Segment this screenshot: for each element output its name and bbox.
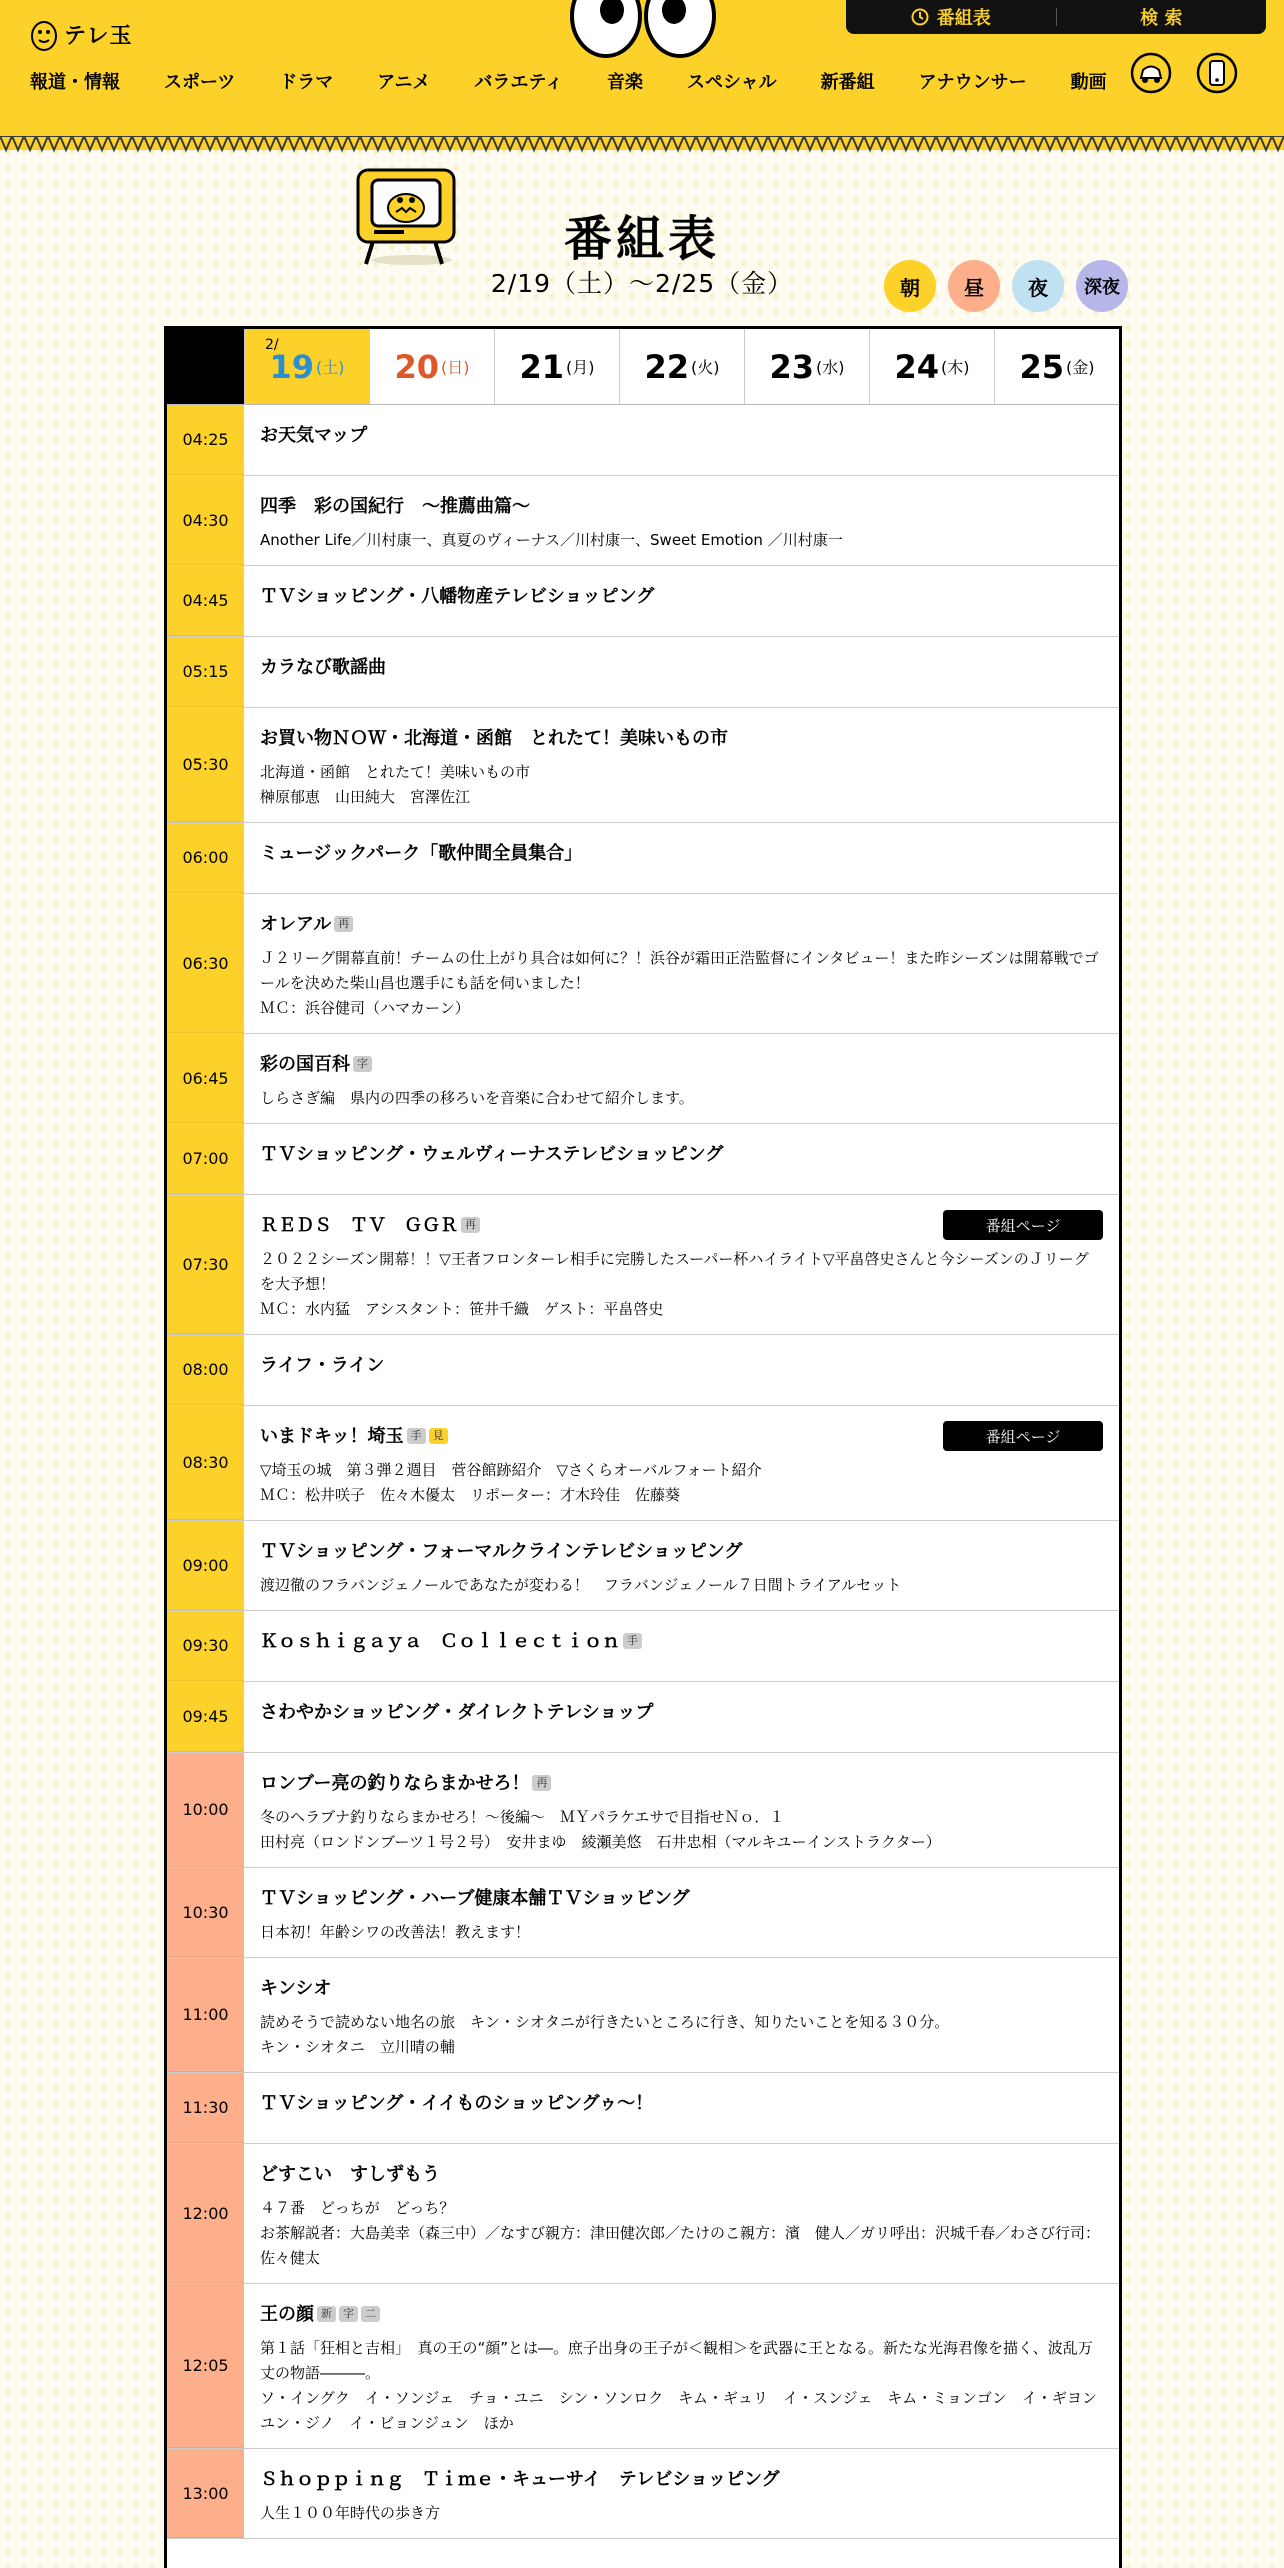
program-description: ４７番 どっちが どっち？ お茶解説者：大島美幸（森三中）／なすび親方：津田健次郎／たけのこ親方：濱 健人／ガリ呼出：沢城千春／わさび行司：佐々健太 [260, 2199, 1101, 2267]
day-tabs [167, 329, 1119, 405]
nav-item[interactable]: ドラマ [279, 72, 334, 93]
program-title[interactable] [260, 726, 1103, 752]
page-title: 番組表 [563, 211, 720, 267]
program-title[interactable] [260, 1539, 1103, 1565]
day-tab[interactable] [369, 329, 494, 404]
day-number: 21 [519, 347, 565, 386]
top-utility-bar [846, 0, 1266, 34]
program-body [244, 894, 1119, 1033]
main-nav [30, 66, 1107, 96]
program-badge: 手 [623, 1633, 642, 1649]
program-row[interactable] [167, 1335, 1119, 1406]
program-title[interactable] [260, 2302, 1103, 2328]
program-time: 06:30 [167, 894, 244, 1033]
program-time: 07:30 [167, 1195, 244, 1334]
program-time: 04:30 [167, 476, 244, 565]
program-title-text: いまドキッ！埼玉 [260, 1426, 404, 1447]
day-number: 23 [769, 347, 815, 386]
nav-item[interactable]: 動画 [1070, 72, 1107, 93]
program-title[interactable] [260, 1142, 1103, 1168]
program-description: 人生１００年時代の歩き方 [260, 2504, 441, 2522]
teletama-mobile-icon[interactable] [1196, 52, 1238, 94]
program-description: 読めそうで読めない地名の旅 キン・シオタニが行きたいところに行き、知りたいことを知る３０分。 キン・シオタニ 立川晴の輔 [260, 2013, 950, 2056]
program-description: 渡辺徹のフラバンジェノールであなたが変わる！ フラバンジェノール７日間トライアルセット [260, 1576, 902, 1594]
program-title-text: Ｋｏｓｈｉｇａｙａ Ｃｏｌｌｅｃｔｉｏｎ [260, 1631, 620, 1652]
program-row[interactable] [167, 566, 1119, 637]
program-title-text: さわやかショッピング・ダイレクトテレショップ [260, 1702, 654, 1723]
day-number: 24 [894, 347, 940, 386]
nav-item[interactable]: 新番組 [820, 72, 875, 93]
program-time: 04:25 [167, 405, 244, 475]
mascot-eyes-icon [568, 0, 718, 62]
day-of-week: (日) [441, 358, 470, 377]
program-title-text: 王の顔 [260, 2304, 314, 2325]
program-time: 06:00 [167, 823, 244, 893]
day-tab[interactable] [869, 329, 994, 404]
program-title-text: ＴＶショッピング・イイものショッピングゥ～！ [260, 2093, 654, 2114]
program-title[interactable] [260, 1629, 1103, 1655]
clock-icon [911, 8, 929, 26]
program-body [244, 405, 1119, 475]
program-title-text: カラなび歌謡曲 [260, 657, 386, 678]
program-title-text: ライフ・ライン [260, 1355, 385, 1376]
program-row[interactable] [167, 476, 1119, 566]
program-row[interactable] [167, 2449, 1119, 2539]
program-time: 11:00 [167, 1958, 244, 2072]
program-row[interactable] [167, 2144, 1119, 2284]
program-row[interactable] [167, 823, 1119, 894]
day-tab[interactable] [244, 329, 369, 404]
program-time: 07:00 [167, 1124, 244, 1194]
time-button[interactable]: 昼 [948, 260, 1000, 312]
program-row[interactable] [167, 1868, 1119, 1958]
program-badge: 再 [461, 1217, 480, 1233]
day-tab[interactable] [994, 329, 1119, 404]
program-body [244, 708, 1119, 822]
program-title[interactable] [260, 584, 1103, 610]
time-button[interactable]: 深夜 [1076, 260, 1128, 312]
day-number: 19 [269, 347, 315, 386]
program-description: ２０２２シーズン開幕！！▽王者フロンターレ相手に完勝したスーパー杯ハイライト▽平畠啓史さんと今シーズンのＪリーグを大予想！ ＭＣ：水内猛 アシスタント：笹井千織 ゲスト：平畠啓史 [260, 1250, 1089, 1318]
program-title-text: 彩の国百科 [260, 1054, 350, 1075]
program-badge: 再 [334, 916, 353, 932]
program-title-text: ＲＥＤＳ ＴＶ ＧＧＲ [260, 1215, 458, 1236]
day-tabs-corner [167, 329, 244, 404]
program-time: 10:00 [167, 1753, 244, 1867]
program-badge: 新 [317, 2306, 336, 2322]
program-guide-label: 番組表 [936, 8, 991, 29]
day-tab[interactable] [619, 329, 744, 404]
program-title[interactable] [260, 1976, 1103, 2002]
program-time: 06:45 [167, 1034, 244, 1123]
program-body [244, 2073, 1119, 2143]
nav-item[interactable]: バラエティ [474, 72, 563, 93]
program-description: 冬のヘラブナ釣りならまかせろ！～後編～ ＭＹパラケエサで目指せＮｏ．１ 田村亮（ロンドンブーツ１号２号） 安井まゆ 綾瀬美悠 石井忠相（マルキユーインストラクター） [260, 1808, 941, 1851]
nav-item[interactable]: 報道・情報 [30, 72, 120, 93]
program-title-text: キンシオ [260, 1978, 332, 1999]
day-number: 22 [644, 347, 690, 386]
program-title[interactable] [260, 1353, 1103, 1379]
program-body [244, 2449, 1119, 2538]
program-row[interactable] [167, 1195, 1119, 1335]
schedule-table [164, 326, 1122, 2568]
program-body [244, 1958, 1119, 2072]
program-row[interactable] [167, 1406, 1119, 1521]
program-guide-link[interactable] [846, 4, 1056, 30]
search-label: 検 索 [1140, 8, 1183, 29]
program-title-text: お買い物ＮＯＷ・北海道・函館 とれたて！美味いもの市 [260, 728, 728, 749]
nav-item[interactable]: アナウンサー [918, 72, 1027, 93]
nav-item[interactable]: スポーツ [164, 72, 236, 93]
program-description: ▽埼玉の城 第３弾２週目 菅谷館跡紹介 ▽さくらオーバルフォート紹介 ＭＣ：松井咲子 佐々木優太 リポーター：才木玲佳 佐藤葵 [260, 1461, 762, 1504]
zigzag-path [0, 136, 1284, 150]
program-badge: 再 [532, 1775, 551, 1791]
date-range: 2/19（土）〜2/25（金） [490, 269, 794, 298]
program-title-text: どすこい すしずもう [260, 2164, 440, 2185]
program-title[interactable] [260, 2162, 1103, 2188]
program-title-text: ＴＶショッピング・八幡物産テレビショッピング [260, 586, 655, 607]
program-description: 北海道・函館 とれたて！美味いもの市 榊原郁恵 山田純大 宮澤佐江 [260, 763, 531, 806]
day-of-week: (土) [316, 358, 345, 377]
program-time: 13:00 [167, 2449, 244, 2538]
program-time: 05:30 [167, 708, 244, 822]
program-list [167, 405, 1119, 2539]
program-body [244, 1195, 1119, 1334]
program-body [244, 1611, 1119, 1681]
program-title-text: ＴＶショッピング・ウェルヴィーナステレビショッピング [260, 1144, 724, 1165]
program-title[interactable] [260, 655, 1103, 681]
day-of-week: (月) [566, 358, 595, 377]
day-of-week: (火) [691, 358, 720, 377]
program-row[interactable] [167, 1958, 1119, 2073]
nav-item[interactable]: アニメ [377, 72, 431, 93]
program-title-text: 四季 彩の国紀行 ～推薦曲篇～ [260, 496, 530, 517]
program-time: 09:30 [167, 1611, 244, 1681]
program-row[interactable] [167, 1521, 1119, 1611]
day-of-week: (木) [941, 358, 970, 377]
program-row[interactable] [167, 1124, 1119, 1195]
logo-text: テレ玉 [64, 23, 133, 49]
site-logo[interactable] [30, 16, 133, 52]
program-body [244, 1406, 1119, 1520]
program-title-text: ロンブー亮の釣りならまかせろ！ [260, 1773, 530, 1794]
program-badge: 二 [361, 2306, 380, 2322]
program-description: Another Life／川村康一、真夏のヴィーナス／川村康一、Sweet Emotion ／川村康一 [260, 531, 843, 549]
day-tab[interactable] [744, 329, 869, 404]
program-time: 12:00 [167, 2144, 244, 2283]
program-time: 11:30 [167, 2073, 244, 2143]
program-title[interactable] [260, 1886, 1103, 1912]
time-button[interactable]: 朝 [884, 260, 936, 312]
program-row[interactable] [167, 1611, 1119, 1682]
day-of-week: (水) [816, 358, 845, 377]
program-time: 12:05 [167, 2284, 244, 2448]
program-body [244, 1124, 1119, 1194]
header-zigzag-edge [0, 136, 1284, 154]
teletama-mascot-icon [30, 16, 58, 52]
program-body [244, 823, 1119, 893]
program-body [244, 1868, 1119, 1957]
program-row[interactable] [167, 708, 1119, 823]
program-row[interactable] [167, 2284, 1119, 2449]
program-row[interactable] [167, 1034, 1119, 1124]
program-body [244, 637, 1119, 707]
nav-item[interactable]: 音楽 [606, 72, 643, 93]
program-time: 04:45 [167, 566, 244, 636]
program-title-text: オレアル [260, 914, 332, 935]
program-description: Ｊ２リーグ開幕直前！チームの仕上がり具合は如何に？！浜谷が霜田正浩監督にインタビュー！また昨シーズンは開幕戦でゴールを決めた柴山昌也選手にも話を伺いました！ ＭＣ：浜谷健司（ハマカーン） [260, 949, 1099, 1017]
program-title[interactable] [260, 423, 1103, 449]
day-month: 2/ [265, 337, 279, 353]
program-body [244, 1034, 1119, 1123]
nav-item[interactable]: スペシャル [686, 72, 777, 93]
program-title[interactable] [260, 2467, 1103, 2493]
program-title[interactable] [260, 912, 1103, 938]
program-title[interactable] [260, 841, 1103, 867]
program-title[interactable] [260, 1771, 1103, 1797]
program-page-button[interactable]: 番組ページ [943, 1421, 1103, 1451]
program-title-text: Ｓｈｏｐｐｉｎｇ Ｔｉｍｅ・キューサイ テレビショッピング [260, 2469, 780, 2490]
time-button[interactable]: 夜 [1012, 260, 1064, 312]
program-body [244, 1335, 1119, 1405]
program-badge: 手 [407, 1428, 426, 1444]
site-header [0, 0, 1284, 150]
program-description: 第１話「狂相と吉相」 真の王の“顔”とは―。庶子出身の王子が＜観相＞を武器に王となる。新たな光海君像を描く、波乱万丈の物語―――。 ソ・イングク イ・ソンジェ チョ・ユニ シン・ソンロク キム・ギュリ イ・スンジェ キム・ミョンゴン イ・ギヨン ユン・ジノ イ・ビョンジュン ほか [260, 2339, 1097, 2432]
program-row[interactable] [167, 637, 1119, 708]
nav-icon-group [1130, 52, 1238, 94]
time-of-day-buttons [884, 260, 1128, 312]
program-title-text: ＴＶショッピング・フォーマルクラインテレビショッピング [260, 1541, 743, 1562]
program-title-text: ＴＶショッピング・ハーブ健康本舗ＴＶショッピング [260, 1888, 690, 1909]
day-number: 25 [1019, 347, 1065, 386]
program-title-text: お天気マップ [260, 425, 368, 446]
program-badge: 字 [339, 2306, 358, 2322]
program-time: 09:00 [167, 1521, 244, 1610]
program-time: 08:00 [167, 1335, 244, 1405]
program-body [244, 2144, 1119, 2283]
program-body [244, 1521, 1119, 1610]
day-tab[interactable] [494, 329, 619, 404]
program-title[interactable] [260, 1700, 1103, 1726]
search-link[interactable] [1057, 4, 1267, 30]
program-body [244, 1682, 1119, 1752]
program-time: 05:15 [167, 637, 244, 707]
teletama-car-icon[interactable] [1130, 52, 1172, 94]
program-description: 日本初！年齢シワの改善法！教えます！ [260, 1923, 531, 1941]
program-body [244, 1753, 1119, 1867]
program-body [244, 566, 1119, 636]
program-title[interactable] [260, 494, 1103, 520]
program-body [244, 2284, 1119, 2448]
program-badge: 字 [353, 1056, 372, 1072]
program-row[interactable] [167, 405, 1119, 476]
program-title[interactable] [260, 1052, 1103, 1078]
program-description: しらさぎ編 県内の四季の移ろいを音楽に合わせて紹介します。 [260, 1089, 694, 1107]
day-number: 20 [394, 347, 440, 386]
program-row[interactable] [167, 894, 1119, 1034]
program-time: 08:30 [167, 1406, 244, 1520]
day-of-week: (金) [1066, 358, 1095, 377]
program-page-button[interactable]: 番組ページ [943, 1210, 1103, 1240]
program-row[interactable] [167, 1753, 1119, 1868]
program-badge: 見 [429, 1428, 448, 1444]
program-body [244, 476, 1119, 565]
program-row[interactable] [167, 1682, 1119, 1753]
program-row[interactable] [167, 2073, 1119, 2144]
program-title-text: ミュージックパーク「歌仲間全員集合」 [260, 843, 583, 864]
program-title[interactable] [260, 2091, 1103, 2117]
program-time: 09:45 [167, 1682, 244, 1752]
program-time: 10:30 [167, 1868, 244, 1957]
